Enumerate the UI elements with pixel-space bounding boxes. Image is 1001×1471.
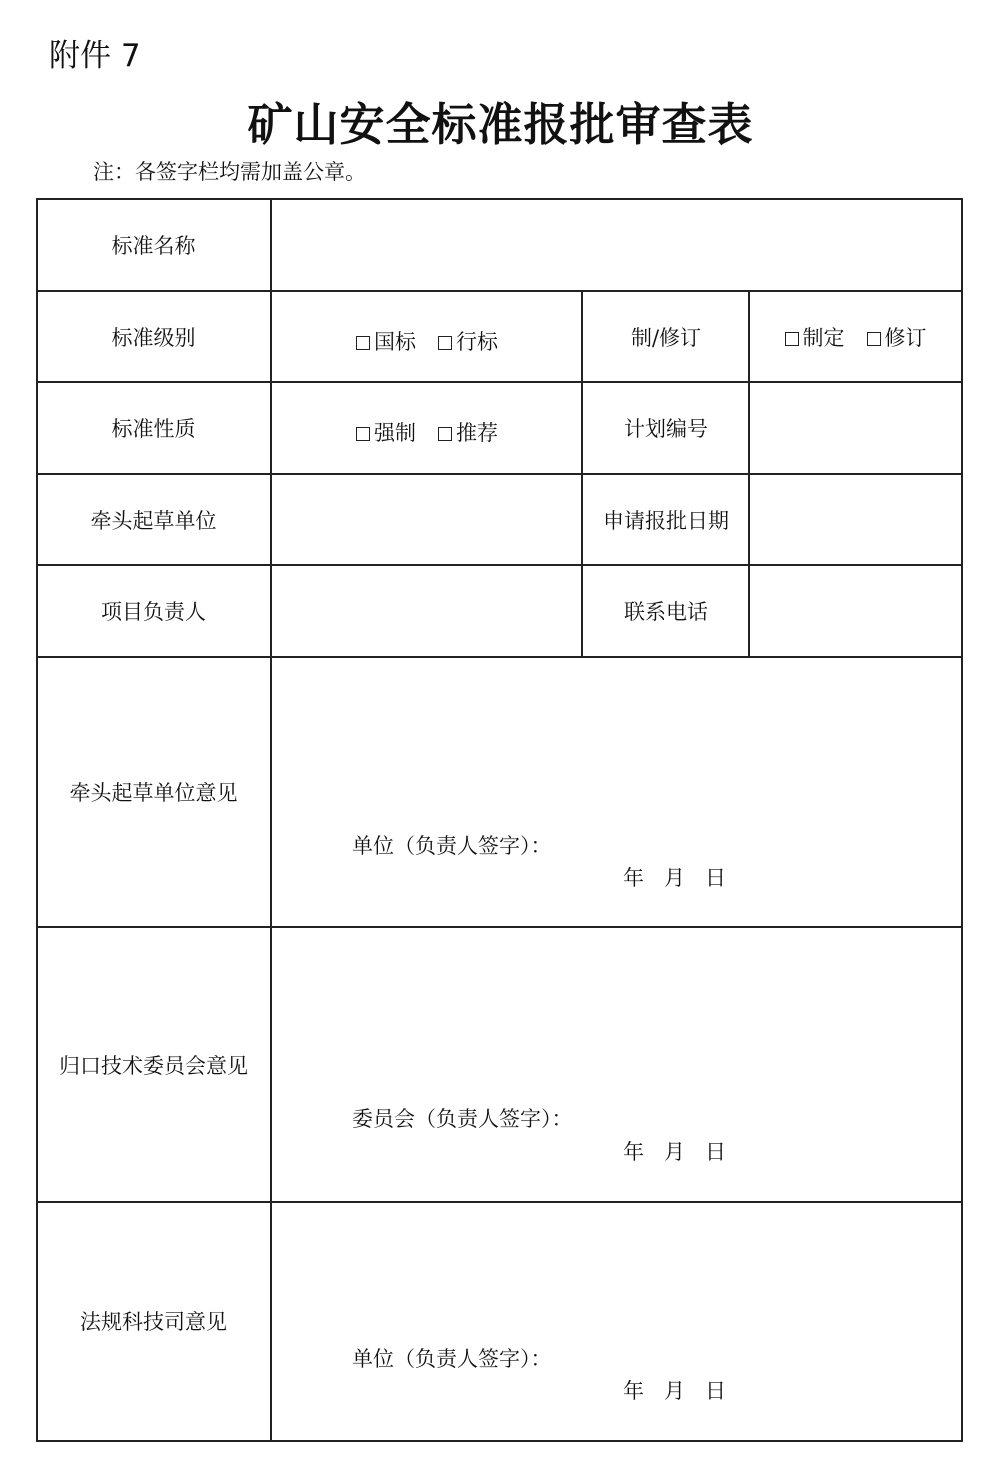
standard-level-label: 标准级别	[111, 325, 196, 350]
plan-number-label: 计划编号	[624, 417, 708, 441]
plan-number-field[interactable]	[750, 383, 961, 473]
checkbox-icon	[438, 336, 452, 350]
project-leader-label: 项目负责人	[101, 600, 206, 624]
form-note: 注：各签字栏均需加盖公章。	[93, 160, 366, 184]
checkbox-icon	[867, 332, 881, 346]
drafter-date: 年 月 日	[623, 866, 726, 890]
law-dept-date: 年 月 日	[623, 1379, 726, 1403]
law-dept-signature-label: 单位（负责人签字）：	[352, 1347, 552, 1371]
committee-opinion-field[interactable]	[272, 928, 961, 1201]
standard-nature-options	[272, 382, 582, 474]
lead-drafter-field[interactable]	[272, 475, 581, 564]
drafter-signature-label: 单位（负责人签字）：	[352, 834, 552, 858]
drafter-opinion-label: 牵头起草单位意见	[69, 781, 238, 805]
form-title: 矿山安全标准报批审查表	[247, 98, 754, 151]
apply-date-label: 申请报批日期	[603, 508, 729, 533]
checkbox-icon	[356, 336, 370, 350]
contact-phone-label: 联系电话	[624, 600, 708, 624]
drafter-opinion-field[interactable]	[272, 658, 961, 926]
checkbox-icon	[785, 332, 799, 346]
mode-label: 制/修订	[630, 325, 702, 350]
standard-name-label: 标准名称	[111, 233, 196, 258]
option-formulate[interactable]: 制定	[785, 322, 845, 352]
law-dept-opinion-label: 法规科技司意见	[80, 1310, 227, 1334]
law-dept-opinion-field[interactable]	[272, 1203, 961, 1440]
approval-form-table	[36, 198, 963, 1442]
option-revise[interactable]: 修订	[867, 322, 927, 352]
checkbox-icon	[438, 427, 452, 441]
committee-date: 年 月 日	[623, 1140, 726, 1164]
apply-date-field[interactable]	[750, 475, 961, 564]
committee-opinion-label: 归口技术委员会意见	[59, 1053, 248, 1078]
standard-nature-label: 标准性质	[111, 417, 196, 441]
contact-phone-field[interactable]	[750, 566, 961, 656]
committee-signature-label: 委员会（负责人签字）：	[352, 1107, 573, 1131]
standard-level-options	[272, 291, 582, 382]
lead-drafter-label: 牵头起草单位	[90, 508, 217, 533]
option-national-standard[interactable]: 国标	[356, 326, 416, 356]
checkbox-icon	[356, 427, 370, 441]
attachment-label: 附件 7	[49, 38, 141, 74]
standard-name-field[interactable]	[272, 200, 961, 290]
option-mandatory[interactable]: 强制	[356, 417, 416, 447]
option-recommended[interactable]: 推荐	[438, 417, 498, 447]
option-industry-standard[interactable]: 行标	[438, 326, 498, 356]
project-leader-field[interactable]	[272, 566, 581, 656]
mode-options	[750, 291, 961, 382]
